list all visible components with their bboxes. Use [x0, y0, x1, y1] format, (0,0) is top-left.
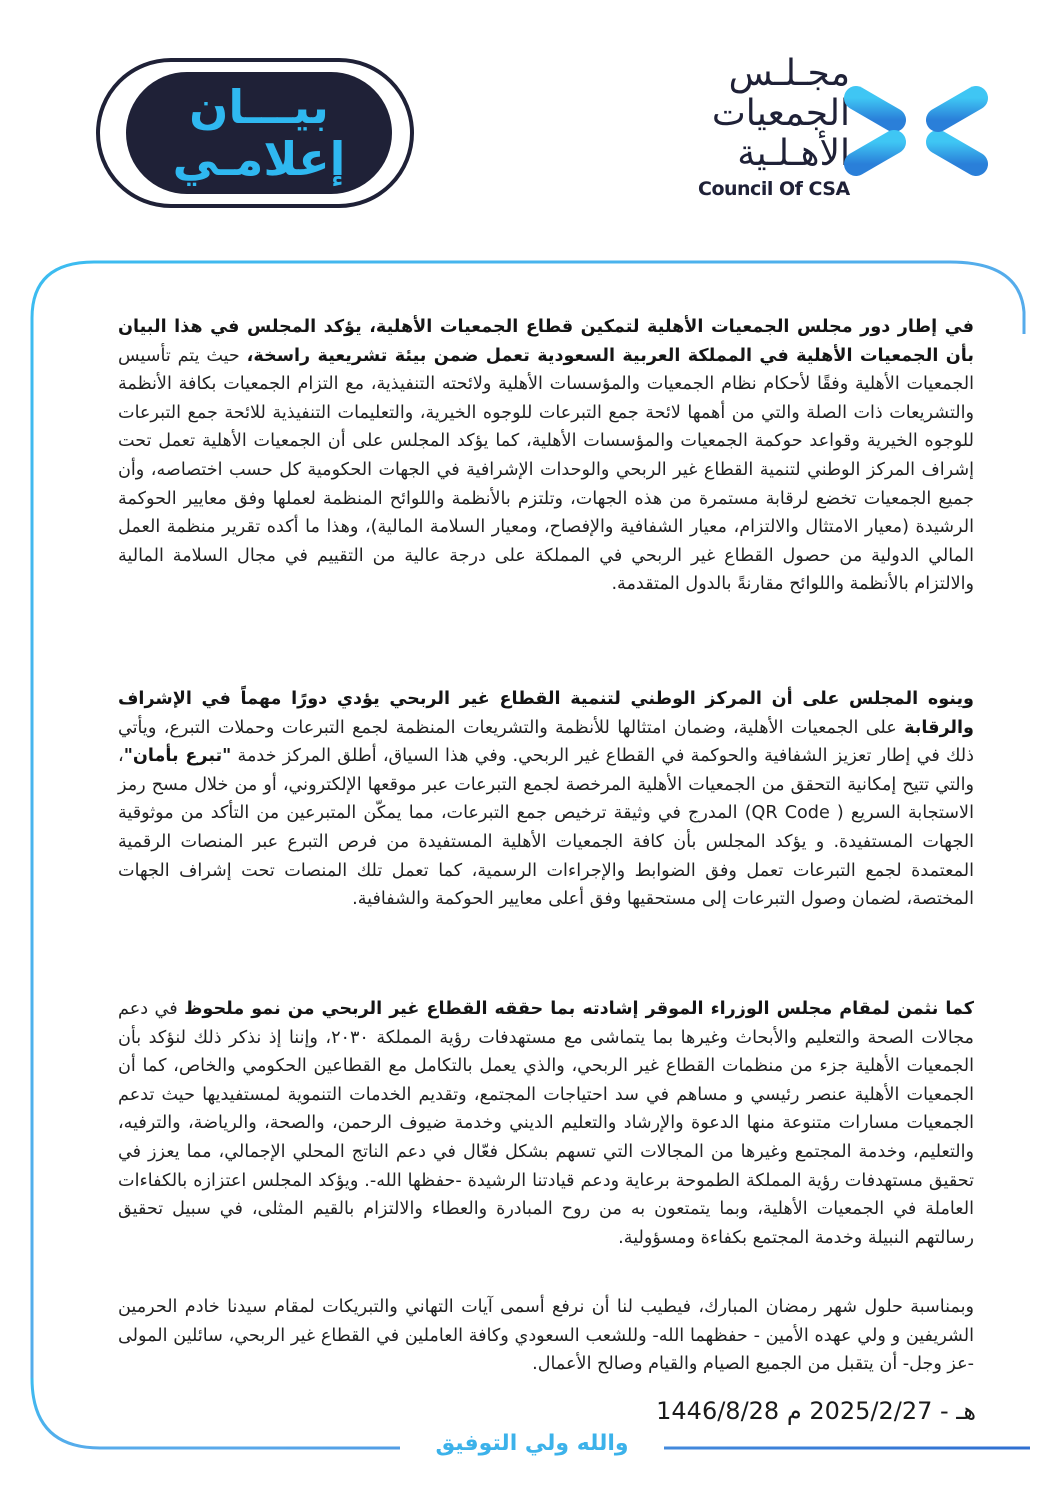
- badge-title-line1: بيـــان: [189, 80, 329, 134]
- statement-date: 1446/8/28 هـ - 2025/2/27 م: [656, 1397, 976, 1425]
- csa-asterisk-logo-icon: [836, 50, 996, 212]
- logo-word-2: الجمعيات: [711, 93, 850, 134]
- logo-word-3: الأهـلـية: [737, 133, 850, 174]
- press-release-badge-fill: [126, 72, 392, 194]
- paragraph-cabinet-praise: [118, 995, 974, 1252]
- logo-word-1: مجـلـس: [728, 53, 850, 94]
- paragraph-legislative-environment: [118, 313, 974, 599]
- paragraph-2-lead: وينوه المجلس على أن المركز الوطني لتنمية القطاع غير الربحي يؤدي دورًا مهماً في الإشراف والرقابة: [118, 689, 974, 738]
- closing-phrase: والله ولي التوفيق: [400, 1431, 664, 1456]
- paragraph-3-text: في دعم مجالات الصحة والتعليم والأبحاث وغيرها بما يتماشى مع مستهدفات رؤية المملكة ٢٠٣٠، وإننا إذ نذكر ذلك لنؤكد بأن الجمعيات الأهلية جزء من منظمات القطاع غير الربحي، والذي يعمل بالتكامل مع القطاعين الحكومي والخاص، كما أن الجمعيات الأهلية عنصر رئيسي و مساهم في سد احتياجات المجتمع، وتقديم الخدمات التنموية لمستفيديها حيث تدعم الجمعيات مسارات متنوعة منها الدعوة والإرشاد والتعليم الديني وخدمة ضيوف الرحمن، والصحة، والرياضة، والترفيه، والتعليم، وخدمة المجتمع وغيرها من المجالات التي تسهم بشكل فعّال في دعم الناتج المحلي الإجمالي، مما يعزز في تحقيق مستهدفات رؤية المملكة الطموحة برعاية ودعم قيادتنا الرشيدة -حفظها الله-. ويؤكد المجلس اعتزازه بالكفاءات العاملة في الجمعيات الأهلية، وبما يتمتعون به من روح المبادرة والعطاء والالتزام بالقيم المثلى، في سبيل تحقيق رسالتهم النبيلة وخدمة المجتمع بكفاءة ومسؤولية.: [118, 999, 974, 1248]
- paragraph-1-text: حيث يتم تأسيس الجمعيات الأهلية وفقًا لأحكام نظام الجمعيات والمؤسسات الأهلية ولائحته التنفيذية، مع التزام الجمعيات بكافة الأنظمة والتشريعات ذات الصلة والتي من أهمها لائحة جمع التبرعات للوجوه الخيرية، والتعليمات التنفيذية للائحة جمع التبرعات للوجوه الخيرية وقواعد حوكمة الجمعيات والمؤسسات الأهلية، كما يؤكد المجلس على أن الجمعيات الأهلية تعمل تحت إشراف المركز الوطني لتنمية القطاع غير الربحي والوحدات الإشرافية في الجهات الحكومية كل حسب اختصاصه، وأن جميع الجمعيات تخضع لرقابة مستمرة من هذه الجهات، وتلتزم بالأنظمة واللوائح المنظمة لعملها وفق معايير الحوكمة الرشيدة (معيار الامتثال والالتزام، معيار الشفافية والإفصاح، ومعيار السلامة المالية)، وهذا ما أكده تقرير منظمة العمل المالي الدولية من حصول القطاع غير الربحي في المملكة على درجة عالية من التقييم في مجال السلامة المالية والالتزام بالأنظمة واللوائح مقارنةً بالدول المتقدمة.: [118, 345, 974, 595]
- paragraph-ramadan-greeting: وبمناسبة حلول شهر رمضان المبارك، فيطيب لنا أن نرفع أسمى آيات التهاني والتبريكات لمقام سيدنا خادم الحرمين الشريفين و ولي عهده الأمين - حفظهما الله- وللشعب السعودي وكافة العاملين في القطاع غير الربحي، سائلين المولى -عز وجل- أن يتقبل من الجميع الصيام والقيام وصالح الأعمال.: [118, 1297, 974, 1375]
- press-release-badge: [96, 58, 414, 208]
- donate-safely-service-name: "تبرع بأمان": [123, 746, 232, 767]
- paragraph-national-center: [118, 685, 974, 914]
- council-logo-arabic: [690, 54, 850, 174]
- paragraph-2-text-b: ، والتي تتيح إمكانية التحقق من الجمعيات الأهلية المرخصة لجمع التبرعات عبر موقعها الإلكتروني، أو من خلال مسح رمز الاستجابة السريع ( QR Code) المدرج في وثيقة ترخيص جمع التبرعات، مما يمكّن المتبرعين من التأكد من موثوقية الجهات المستفيدة. و يؤكد المجلس بأن كافة الجمعيات الأهلية المستفيدة من فرص التبرع عبر المنصات الرقمية المعتمدة لجمع التبرعات تعمل وفق الضوابط والإجراءات الرسمية، كما تعمل تلك المنصات تحت إشراف الجهات المختصة، لضمان وصول التبرعات إلى مستحقيها وفق أعلى معايير الحوكمة والشفافية.: [118, 746, 974, 910]
- badge-title-line2: إعلامـي: [172, 132, 346, 186]
- council-logo-english: Council Of CSA: [698, 178, 850, 200]
- paragraph-2-text-a: على الجمعيات الأهلية، وضمان امتثالها للأنظمة والتشريعات المنظمة لجمع التبرعات وحملات التبرع، ويأتي ذلك في إطار تعزيز الشفافية والحوكمة في القطاع غير الربحي. وفي هذا السياق، أطلق المركز خدمة: [118, 717, 974, 767]
- paragraph-1-lead: في إطار دور مجلس الجمعيات الأهلية لتمكين قطاع الجمعيات الأهلية، يؤكد المجلس في هذا البيان بأن الجمعيات الأهلية في المملكة العربية السعودية تعمل ضمن بيئة تشريعية راسخة،: [118, 317, 974, 366]
- paragraph-3-lead: كما نثمن لمقام مجلس الوزراء الموقر إشادته بما حققه القطاع غير الربحي من نمو ملحوظ: [184, 999, 974, 1019]
